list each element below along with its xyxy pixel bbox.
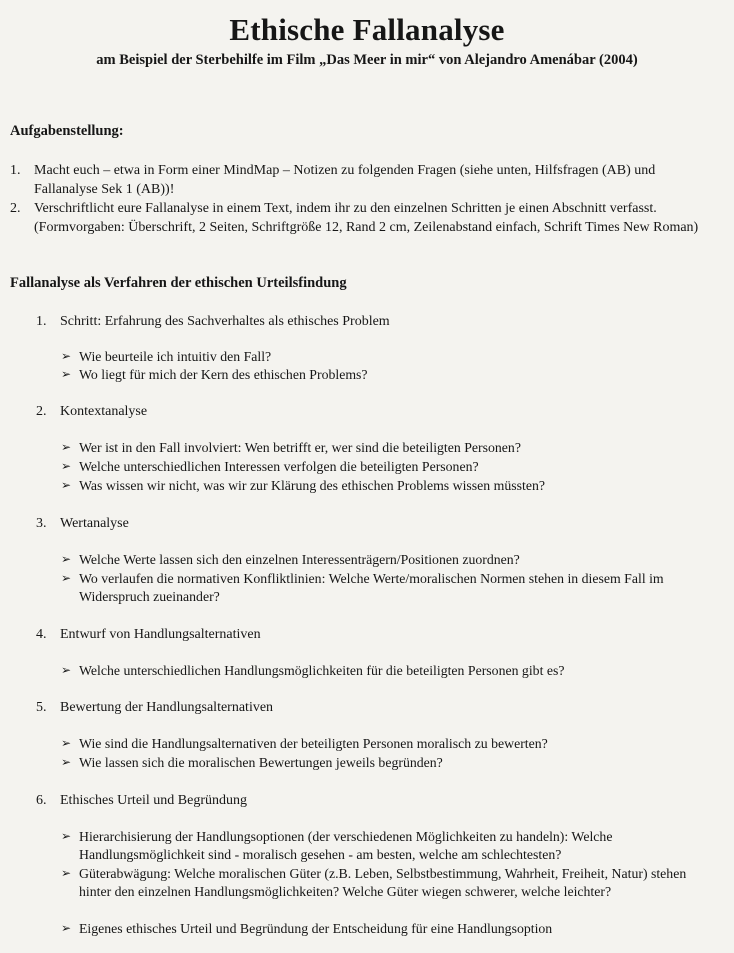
step-number: 5.	[36, 700, 47, 715]
step-title: Schritt: Erfahrung des Sachverhaltes als ethisches Problem	[60, 314, 390, 329]
arrow-bullet-icon: ➢	[61, 478, 72, 492]
task-text: Verschriftlicht eure Fallanalyse in einem Text, indem ihr zu den einzelnen Schritten je einen Abschnitt verfasst. (Formvorgaben: Überschrift, 2 Seiten, Schriftgröße 12, Rand 2 cm, Zeilenabstand einfach, Schrift Times New Roman)	[34, 201, 699, 235]
method-heading: Fallanalyse als Verfahren der ethischen Urteilsfindung	[10, 275, 347, 291]
task-heading: Aufgabenstellung:	[10, 123, 124, 139]
bullet-item: ➢ Hierarchisierung der Handlungsoptionen (der verschiedenen Möglichkeiten zu handeln): Welche Handlungsmöglichkeit sind - moralisch gesehen - am besten, welche am schlechtesten?	[61, 829, 613, 862]
task-number: 2.	[10, 201, 21, 216]
arrow-bullet-icon: ➢	[61, 921, 72, 935]
page-title: Ethische Fallanalyse	[229, 12, 505, 47]
bullet-item: ➢ Güterabwägung: Welche moralischen Güter (z.B. Leben, Selbstbestimmung, Wahrheit, Freiheit, Natur) stehen hinter den einzelnen Handlungsmöglichkeiten? Welche Güter wiegen schwerer, welche leichter?	[61, 866, 687, 899]
bullet-item: ➢ Welche unterschiedlichen Handlungsmöglichkeiten für die beteiligten Personen gibt es?	[61, 663, 565, 678]
arrow-bullet-icon: ➢	[61, 755, 72, 769]
step-3	[36, 515, 129, 533]
step-number: 2.	[36, 404, 47, 419]
arrow-bullet-icon: ➢	[61, 459, 72, 473]
bullet-item: ➢ Was wissen wir nicht, was wir zur Klärung des ethischen Problems wissen müssten?	[61, 478, 545, 493]
step-4	[36, 626, 261, 644]
step-2	[36, 403, 147, 421]
step-6	[36, 792, 247, 810]
step-title: Entwurf von Handlungsalternativen	[60, 627, 261, 642]
bullet-item: ➢ Wer ist in den Fall involviert: Wen betrifft er, wer sind die beteiligten Personen?	[61, 440, 521, 455]
bullet-item: ➢ Wie beurteile ich intuitiv den Fall?	[61, 349, 272, 364]
task-text: Macht euch – etwa in Form einer MindMap – Notizen zu folgenden Fragen (siehe unten, Hilfsfragen (AB) und Fallanalyse Sek 1 (AB))!	[34, 163, 656, 197]
step-title: Bewertung der Handlungsalternativen	[60, 700, 274, 715]
arrow-bullet-icon: ➢	[61, 571, 72, 585]
step-1	[36, 313, 390, 331]
step-number: 1.	[36, 314, 47, 329]
step-number: 4.	[36, 627, 47, 642]
arrow-bullet-icon: ➢	[61, 829, 72, 843]
step-number: 6.	[36, 793, 47, 808]
step-title: Kontextanalyse	[60, 404, 148, 419]
arrow-bullet-icon: ➢	[61, 367, 72, 381]
bullet-item: ➢ Welche unterschiedlichen Interessen verfolgen die beteiligten Personen?	[61, 459, 479, 474]
step-title: Ethisches Urteil und Begründung	[60, 793, 248, 808]
arrow-bullet-icon: ➢	[61, 866, 72, 880]
task-item-1	[10, 162, 700, 199]
task-number: 1.	[10, 163, 21, 178]
bullet-item: ➢ Welche Werte lassen sich den einzelnen Interessenträgern/Positionen zuordnen?	[61, 552, 520, 567]
arrow-bullet-icon: ➢	[61, 663, 72, 677]
arrow-bullet-icon: ➢	[61, 349, 72, 363]
arrow-bullet-icon: ➢	[61, 440, 72, 454]
page-subtitle: am Beispiel der Sterbehilfe im Film „Das Meer in mir“ von Alejandro Amenábar (2004)	[96, 52, 638, 68]
step-5	[36, 699, 273, 717]
task-item-2	[10, 200, 700, 237]
step-number: 3.	[36, 516, 47, 531]
step-title: Wertanalyse	[60, 516, 129, 531]
bullet-item: ➢ Wie sind die Handlungsalternativen der beteiligten Personen moralisch zu bewerten?	[61, 736, 548, 751]
bullet-item: ➢ Eigenes ethisches Urteil und Begründung der Entscheidung für eine Handlungsoption	[61, 921, 553, 936]
bullet-item: ➢ Wie lassen sich die moralischen Bewertungen jeweils begründen?	[61, 755, 443, 770]
arrow-bullet-icon: ➢	[61, 736, 72, 750]
bullet-item: ➢ Wo verlaufen die normativen Konfliktlinien: Welche Werte/moralischen Normen stehen in diesem Fall im Widerspruch zueinander?	[61, 571, 664, 604]
bullet-item: ➢ Wo liegt für mich der Kern des ethischen Problems?	[61, 367, 368, 382]
arrow-bullet-icon: ➢	[61, 552, 72, 566]
